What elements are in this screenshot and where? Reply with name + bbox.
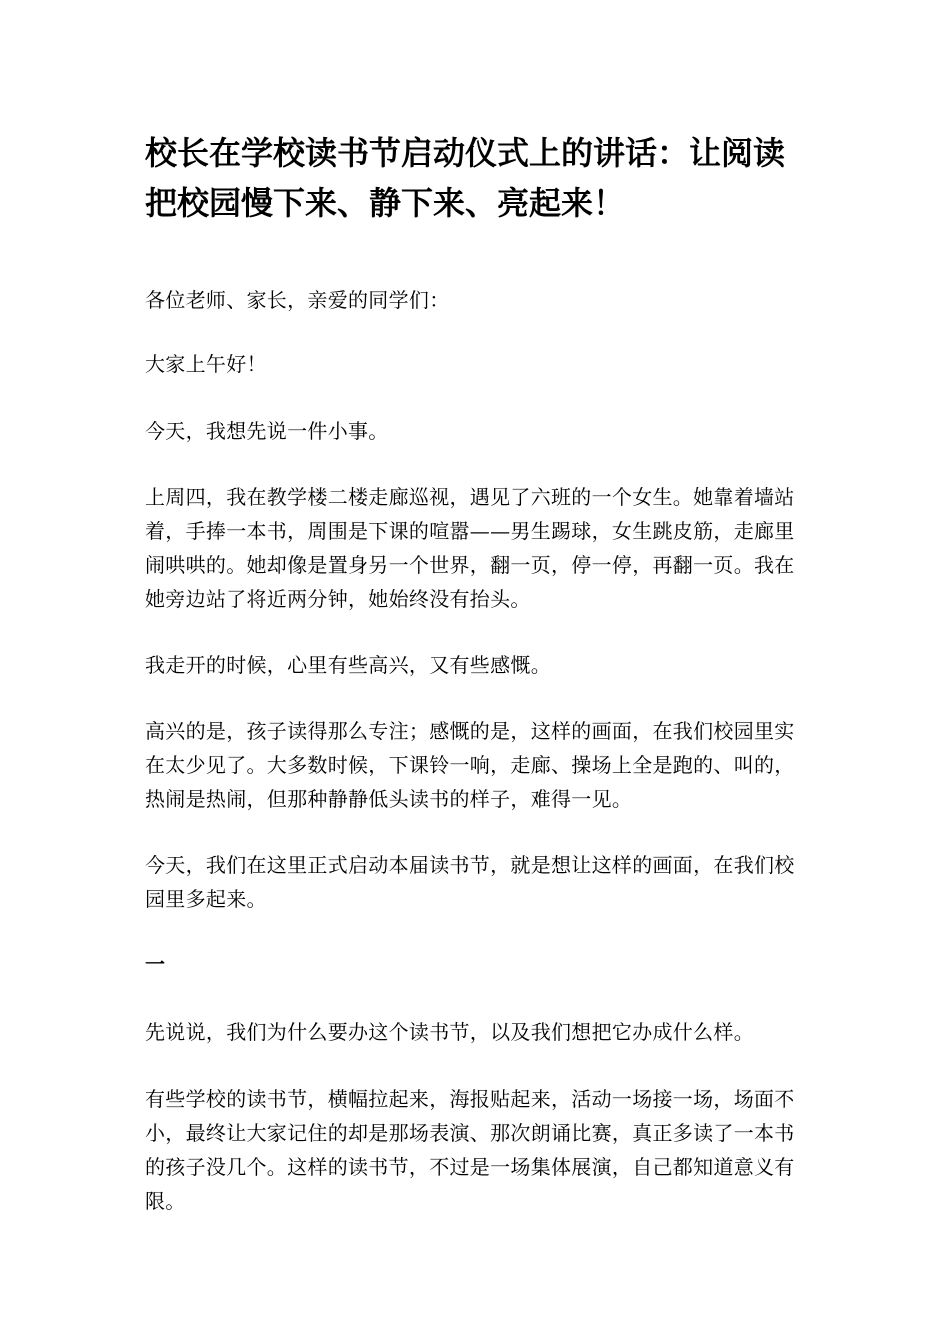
reflection-paragraph: 高兴的是，孩子读得那么专注；感慨的是，这样的画面，在我们校园里实在太少见了。大多数时候，下课铃一响，走廊、操场上全是跑的、叫的，热闹是热闹，但那种静静低头读书的样子，难得一见。 xyxy=(145,719,795,811)
section-heading: 一 xyxy=(145,952,165,976)
salutation-paragraph: 大家上午好！ xyxy=(145,352,267,376)
feeling-paragraph: 我走开的时候，心里有些高兴，又有些感慨。 xyxy=(145,653,551,677)
intro-paragraph: 今天，我想先说一件小事。 xyxy=(145,419,389,443)
purpose-paragraph: 今天，我们在这里正式启动本届读书节，就是想让这样的画面，在我们校园里多起来。 xyxy=(145,853,795,911)
greeting-paragraph: 各位老师、家长，亲爱的同学们： xyxy=(145,288,450,312)
section-intro-paragraph: 先说说，我们为什么要办这个读书节，以及我们想把它办成什么样。 xyxy=(145,1020,754,1044)
section-body-paragraph: 有些学校的读书节，横幅拉起来，海报贴起来，活动一场接一场，场面不小，最终让大家记住的却是那场表演、那次朗诵比赛，真正多读了一本书的孩子没几个。这样的读书节，不过是一场集体展演，自己都知道意义有限。 xyxy=(145,1087,795,1213)
story-paragraph: 上周四，我在教学楼二楼走廊巡视，遇见了六班的一个女生。她靠着墙站着，手捧一本书，周围是下课的喧嚣——男生踢球，女生跳皮筋，走廊里闹哄哄的。她却像是置身另一个世界，翻一页，停一停，再翻一页。我在她旁边站了将近两分钟，她始终没有抬头。 xyxy=(145,485,795,611)
document-title: 校长在学校读书节启动仪式上的讲话：让阅读把校园慢下来、静下来、亮起来！ xyxy=(145,134,786,222)
